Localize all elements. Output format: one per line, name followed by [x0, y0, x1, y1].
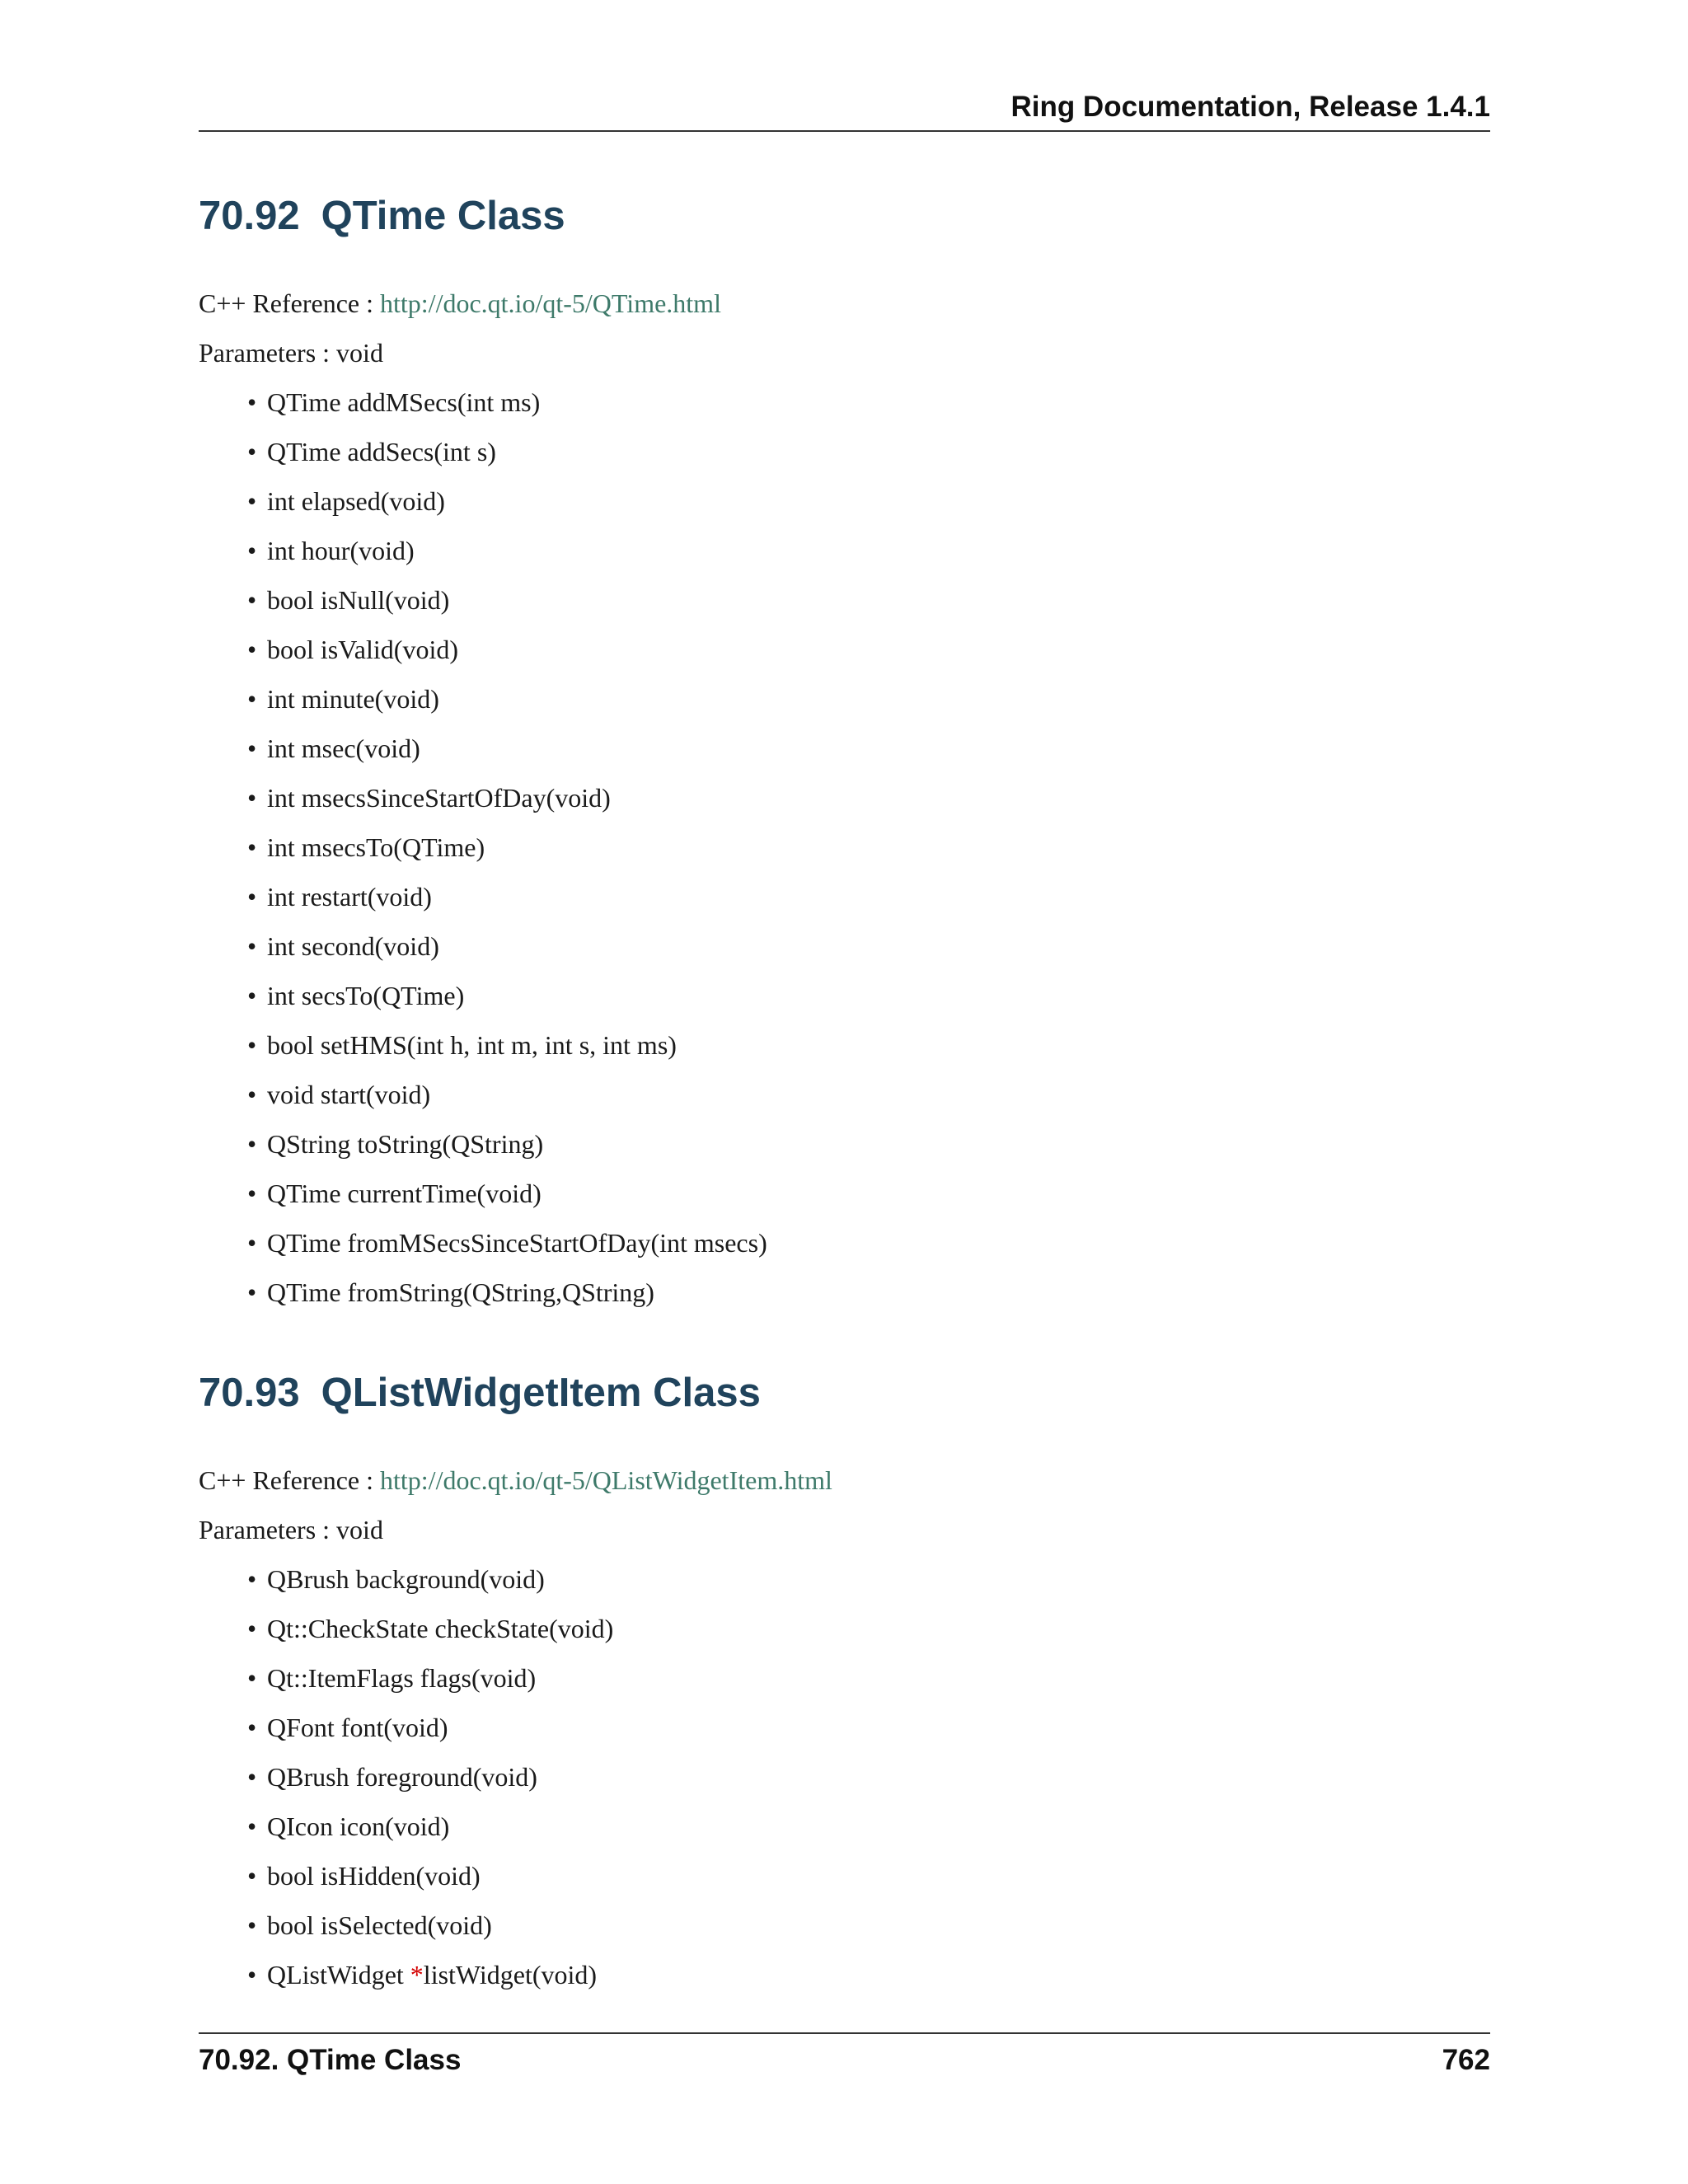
reference-link[interactable]: http://doc.qt.io/qt-5/QTime.html	[380, 288, 721, 318]
section-heading-qtime	[199, 191, 565, 241]
bullet-icon: •	[247, 1811, 257, 1841]
bullet-icon: •	[247, 832, 257, 862]
list-item: • int msec(void)	[247, 733, 420, 763]
bullet-icon: •	[247, 783, 257, 813]
bullet-icon: •	[247, 931, 257, 961]
asterisk-marker: *	[410, 1960, 424, 1990]
bullet-icon: •	[247, 1861, 257, 1891]
list-item: • QBrush background(void)	[247, 1564, 545, 1594]
reference-label: C++ Reference :	[199, 288, 373, 318]
list-item: • QTime addSecs(int s)	[247, 437, 496, 466]
list-item: • int minute(void)	[247, 684, 439, 714]
section-number: 70.92	[199, 194, 300, 238]
bullet-icon: •	[247, 1228, 257, 1258]
list-item: • Qt::ItemFlags flags(void)	[247, 1663, 537, 1693]
bullet-icon: •	[247, 1762, 257, 1792]
method-list-qtime	[247, 386, 767, 1325]
bullet-icon: •	[247, 684, 257, 714]
list-item: • int hour(void)	[247, 536, 415, 565]
reference-label: C++ Reference :	[199, 1465, 373, 1495]
section-title: QTime Class	[321, 194, 565, 238]
list-item: • int restart(void)	[247, 882, 432, 912]
bullet-icon: •	[247, 1960, 257, 1990]
list-item: • QString toString(QString)	[247, 1129, 544, 1159]
list-item: • QTime fromString(QString,QString)	[247, 1277, 654, 1307]
list-item: • bool isValid(void)	[247, 635, 458, 664]
list-item: • void start(void)	[247, 1080, 431, 1109]
list-item: • Qt::CheckState checkState(void)	[247, 1614, 614, 1643]
section-heading-qlistwidgetitem	[199, 1368, 761, 1418]
list-item: • int secsTo(QTime)	[247, 981, 465, 1010]
cpp-reference	[199, 1464, 832, 1497]
bullet-icon: •	[247, 733, 257, 763]
bullet-icon: •	[247, 1910, 257, 1940]
list-item: • QTime addMSecs(int ms)	[247, 387, 541, 417]
list-item: • int second(void)	[247, 931, 439, 961]
cpp-reference	[199, 287, 721, 320]
list-item: • QIcon icon(void)	[247, 1811, 450, 1841]
bullet-icon: •	[247, 486, 257, 516]
list-item: • QListWidget *listWidget(void)	[247, 1960, 598, 1990]
list-item: • bool isHidden(void)	[247, 1861, 481, 1891]
list-item: • QTime currentTime(void)	[247, 1179, 542, 1208]
bullet-icon: •	[247, 1030, 257, 1060]
bullet-icon: •	[247, 387, 257, 417]
bullet-icon: •	[247, 1663, 257, 1693]
section-number: 70.93	[199, 1371, 300, 1415]
bullet-icon: •	[247, 1713, 257, 1742]
bullet-icon: •	[247, 1564, 257, 1594]
bullet-icon: •	[247, 1277, 257, 1307]
list-item: • int msecsTo(QTime)	[247, 832, 485, 862]
page-footer	[199, 2032, 1490, 2083]
parameters-line: Parameters : void	[199, 338, 383, 368]
list-item: • int msecsSinceStartOfDay(void)	[247, 783, 611, 813]
bullet-icon: •	[247, 1179, 257, 1208]
bullet-icon: •	[247, 1129, 257, 1159]
list-item: • QFont font(void)	[247, 1713, 448, 1742]
page-number: 762	[1442, 2044, 1490, 2076]
bullet-icon: •	[247, 1080, 257, 1109]
bullet-icon: •	[247, 585, 257, 615]
list-item: • int elapsed(void)	[247, 486, 445, 516]
bullet-icon: •	[247, 437, 257, 466]
section-title: QListWidgetItem Class	[321, 1371, 761, 1415]
bullet-icon: •	[247, 1614, 257, 1643]
footer-section-name: 70.92. QTime Class	[199, 2044, 462, 2076]
parameters-line: Parameters : void	[199, 1515, 383, 1544]
bullet-icon: •	[247, 536, 257, 565]
document-title: Ring Documentation, Release 1.4.1	[1010, 91, 1490, 123]
list-item: • bool isSelected(void)	[247, 1910, 492, 1940]
list-item: • QTime fromMSecsSinceStartOfDay(int msecs)	[247, 1228, 767, 1258]
bullet-icon: •	[247, 882, 257, 912]
bullet-icon: •	[247, 635, 257, 664]
page-header	[199, 91, 1490, 132]
bullet-icon: •	[247, 981, 257, 1010]
reference-link[interactable]: http://doc.qt.io/qt-5/QListWidgetItem.html	[380, 1465, 832, 1495]
list-item: • bool isNull(void)	[247, 585, 450, 615]
list-item: • bool setHMS(int h, int m, int s, int ms)	[247, 1030, 677, 1060]
method-list-qlistwidgetitem	[247, 1563, 614, 2008]
list-item: • QBrush foreground(void)	[247, 1762, 537, 1792]
